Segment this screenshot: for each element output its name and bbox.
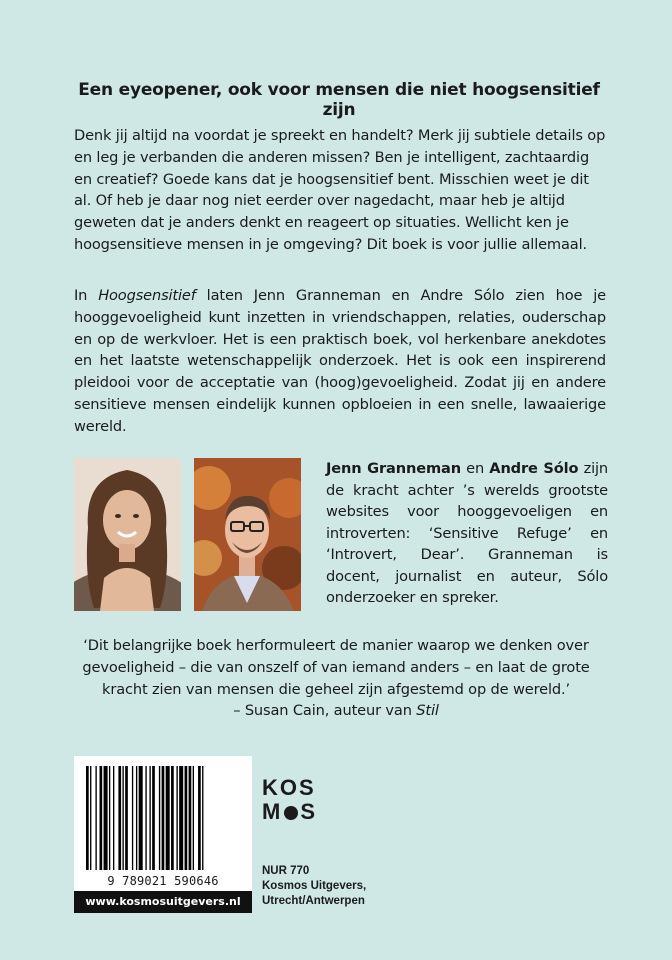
barcode-bar [132,766,133,870]
isbn-number: 9 789021 590646 [107,874,219,888]
book-title: Hoogsensitief [98,287,196,304]
author1-name: Jenn Granneman [326,460,461,477]
logo-s: S [300,799,318,824]
publisher-location: Utrecht/Antwerpen [262,895,365,907]
barcode-bar [104,766,108,870]
barcode-bars [84,766,242,874]
quote-book-title: Stil [416,702,439,720]
barcode-bar [166,766,170,870]
intro-paragraph: Denk jij altijd na voordat je spreekt en handelt? Merk jij subtiele details op en leg je verbanden die anderen missen? Ben je intelligent, zachtaardig en creatief? Goede kans dat je hoogsensitief bent. Misschien weet je dit al. Of heb je daar nog niet eerder over nagedacht, maar heb je altijd geweten dat je anders denkt en reageert op situaties. Wellicht ken je hoogsensitieve mensen in je omgeving? Dit boek is voor jullie allemaal. [74,127,606,253]
barcode-bar [179,766,183,870]
barcode-bar [113,766,114,870]
barcode-bar [159,766,160,870]
barcode-bar [139,766,143,870]
barcode-bar [145,766,146,870]
publisher-website: www.kosmosuitgevers.nl [74,891,252,913]
barcode-bar [189,766,192,870]
logo-m: M [262,799,283,824]
bio-conjunction: en [460,460,490,477]
barcode-bar [90,766,91,870]
publisher-info [262,864,382,909]
barcode-bar [162,766,165,870]
logo-dot [284,806,298,820]
quote-author: – Susan Cain, auteur van [233,702,417,720]
publisher-name: Kosmos Uitgevers, [262,880,367,892]
barcode-bar [125,766,128,870]
description-body: laten Jenn Granneman en Andre Sólo zien hoe je hooggevoeligheid kunt inzetten in vriendschappen, relaties, ouderschap en op de werkvloer. Het is een praktisch boek, vol herkenbare anekdotes en het laatste wetenschappelijk onderzoek. Het is ook een inspirerend pleidooi voor de acceptatie van (hoog)gevoeligheid. Zodat jij en andere sensitieve mensen eindelijk kunnen opbloeien in een snelle, lawaaierige wereld. [74,287,606,435]
author2-name: Andre Sólo [489,460,579,477]
endorsement-quote [74,635,598,722]
author-photo-granneman [74,458,181,611]
barcode-bar [100,766,103,870]
quote-attribution [74,700,598,722]
logo-line1: KOS [262,775,316,800]
barcode-bar [86,766,89,870]
barcode-bar [193,766,194,870]
barcode-bar [95,766,96,870]
barcode-bar [149,766,150,870]
barcode-bar [109,766,110,870]
description-prefix: In [74,287,99,304]
description-paragraph [74,285,606,438]
author-photo-solo [194,458,301,611]
barcode-bar [152,766,155,870]
barcode-bar [198,766,201,870]
kosmos-logo [262,776,322,824]
barcode-box [74,756,252,913]
headline: Een eyeopener, ook voor mensen die niet hoogsensitief zijn [78,80,600,120]
nur-code: NUR 770 [262,865,310,877]
barcode-bar [176,766,177,870]
barcode-bar [122,766,123,870]
barcode-bar [118,766,121,870]
barcode-bar [202,766,203,870]
barcode-bar [136,766,137,870]
logo-line2 [262,800,322,824]
author-bio [326,458,608,609]
bio-text: zijn de kracht achter ’s werelds grootste websites voor hooggevoeligen en introverten: ‘Sensitive Refuge’ en ‘Introvert, Dear’. Granneman is docent, journalist en auteur, Sólo onderzoeker en spreker. [326,460,609,606]
barcode-bar [171,766,174,870]
quote-text: ‘Dit belangrijke boek herformuleert de manier waarop we denken over gevoeligheid – die van onszelf of van iemand anders – en laat de grote kracht zien van mensen die geheel zijn afgestemd op de wereld.’ [82,637,590,698]
barcode-bar [185,766,188,870]
